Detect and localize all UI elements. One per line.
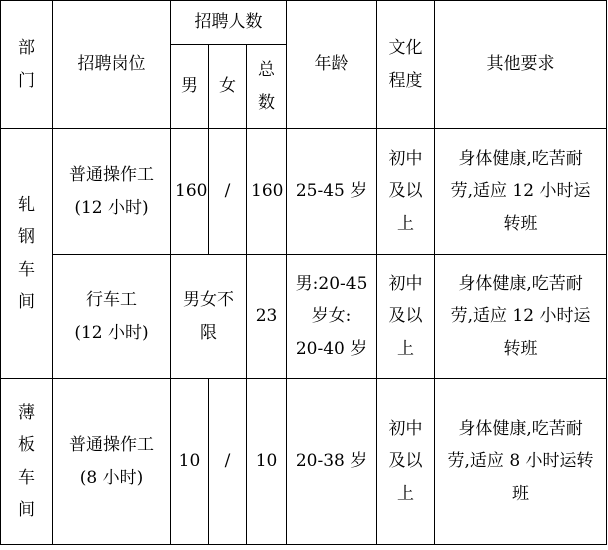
table-row <box>1 129 607 255</box>
header-education: 文化 程度 <box>377 1 435 129</box>
row-other: 身体健康,吃苦耐 劳,适应 12 小时运 转班 <box>435 129 607 255</box>
header-position: 招聘岗位 <box>53 1 171 129</box>
row-education: 初中 及以 上 <box>377 129 435 255</box>
row-gender: 男女不 限 <box>171 255 247 379</box>
row-male: 10 <box>171 379 209 545</box>
row-total: 10 <box>247 379 287 545</box>
header-age: 年龄 <box>287 1 377 129</box>
row-age: 25-45 岁 <box>287 129 377 255</box>
header-female: 女 <box>209 45 247 129</box>
row-total: 160 <box>247 129 287 255</box>
row-age: 男:20-45 岁女: 20-40 岁 <box>287 255 377 379</box>
row-other: 身体健康,吃苦耐 劳,适应 12 小时运 转班 <box>435 255 607 379</box>
row-education: 初中 及以 上 <box>377 379 435 545</box>
dept-thin: 薄 板 车 间 <box>1 379 53 545</box>
row-position: 行车工 (12 小时) <box>53 255 171 379</box>
row-male: 160 <box>171 129 209 255</box>
table-row <box>1 379 607 545</box>
row-age: 20-38 岁 <box>287 379 377 545</box>
row-other: 身体健康,吃苦耐 劳,适应 8 小时运转 班 <box>435 379 607 545</box>
dept-rolling: 轧 钢 车 间 <box>1 129 53 379</box>
row-total: 23 <box>247 255 287 379</box>
header-count: 招聘人数 <box>171 1 287 45</box>
row-female: / <box>209 379 247 545</box>
header-other: 其他要求 <box>435 1 607 129</box>
row-position: 普通操作工 (12 小时) <box>53 129 171 255</box>
table-row <box>1 255 607 379</box>
header-male: 男 <box>171 45 209 129</box>
header-total: 总 数 <box>247 45 287 129</box>
row-position: 普通操作工 (8 小时) <box>53 379 171 545</box>
header-dept: 部 门 <box>1 1 53 129</box>
header-row <box>1 1 607 45</box>
row-female: / <box>209 129 247 255</box>
row-education: 初中 及以 上 <box>377 255 435 379</box>
